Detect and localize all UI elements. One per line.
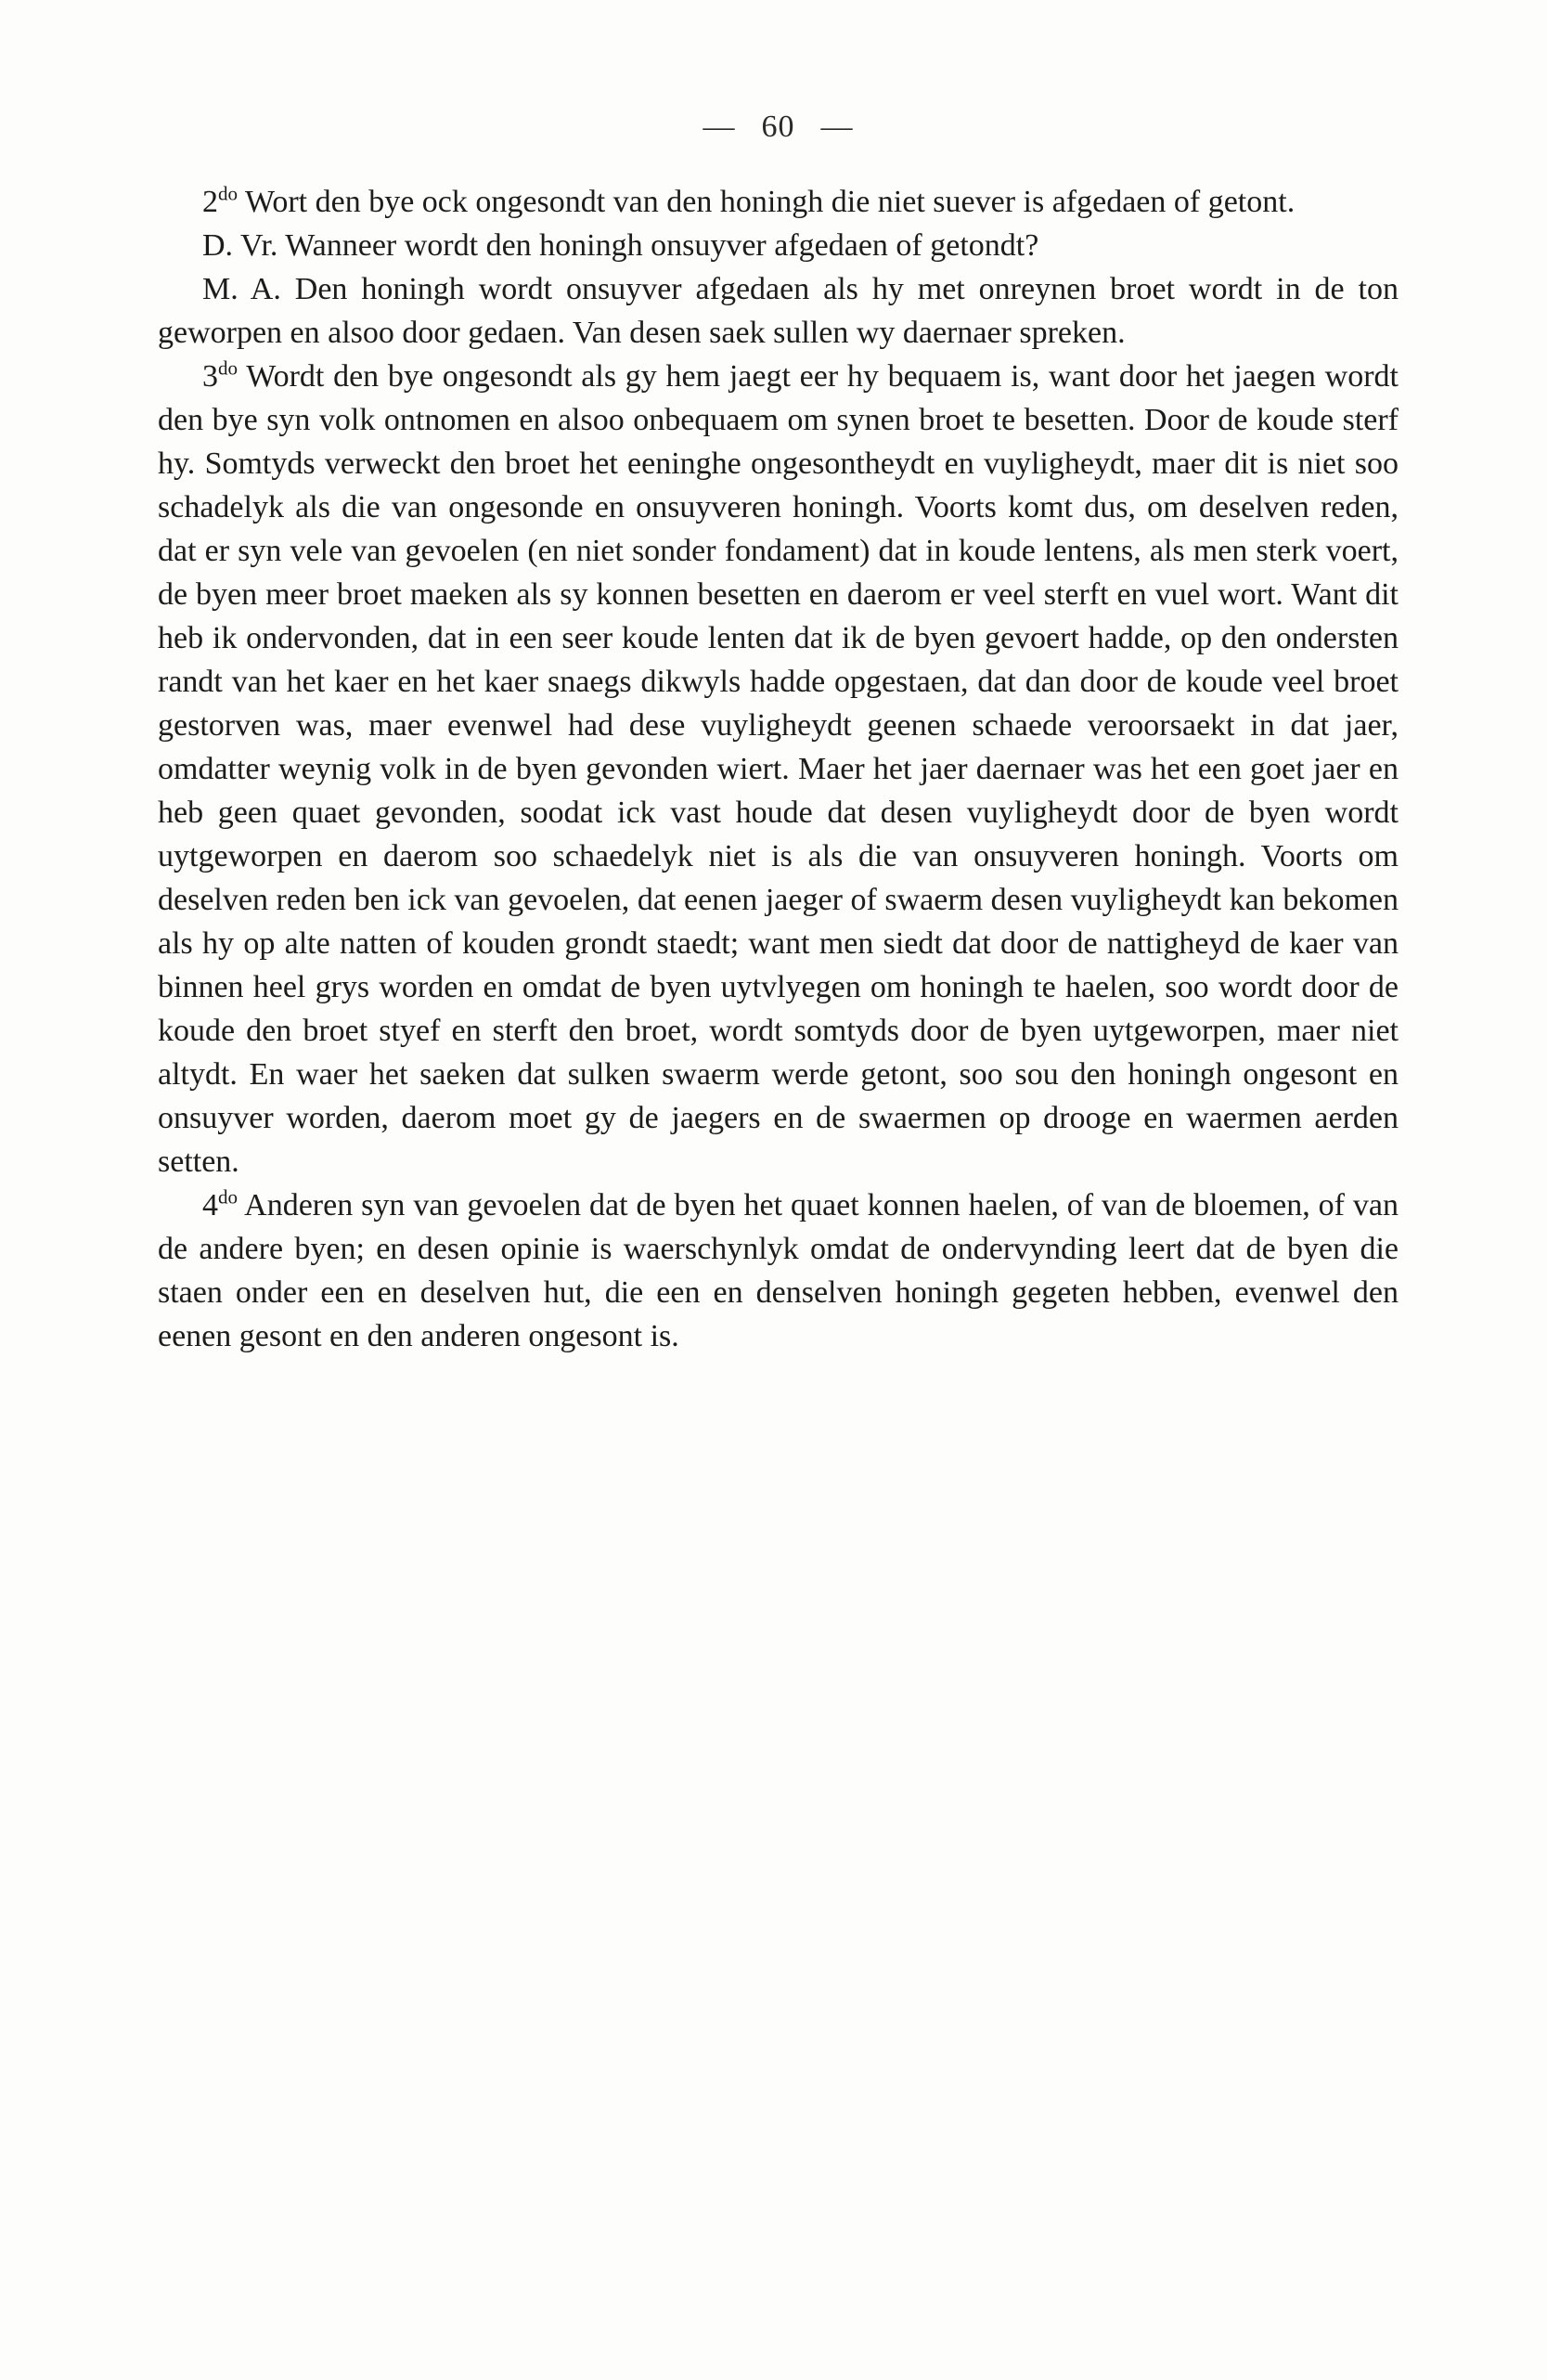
paragraph: $3^{do}$ Wordt den bye ongesondt als gy hem jaegt eer hy bequaem is, want door het jaegen wordt den bye syn volk ontnomen en alsoo onbequaem om synen broet te besetten. Door de koude sterf hy. Somtyds verweckt den broet het eeninghe ongesontheydt en vuyligheydt, maer dit is niet soo schadelyk als die van ongesonde en onsuyveren honingh. Voorts komt dus, om deselven reden, dat er syn vele van gevoelen (en niet sonder fondament) dat in koude lentens, als men sterk voert, de byen meer broet maeken als sy konnen besetten en daerom er veel sterft en vuel wort. Want dit heb ik ondervonden, dat in een seer koude lenten dat ik de byen gevoert hadde, op den ondersten randt van het kaer en het kaer snaegs dikwyls hadde opgestaen, dat dan door de koude veel broet gestorven was, maer evenwel had dese vuyligheydt geenen schaede veroorsaekt in dat jaer, omdatter weynig volk in de byen gevonden wiert. Maer het jaer daernaer was het een goet jaer en heb geen quaet gevonden, soodat ick vast houde dat desen vuyligheydt door de byen wordt uytgeworpen en daerom soo schaedelyk niet is als die van onsuyveren honingh. Voorts om deselven reden ben ick van gevoelen, dat eenen jaeger of swaerm desen vuyligheydt kan bekomen als hy op alte natten of kouden grondt staedt; want men siedt dat door de nattigheyd de kaer van binnen heel grys worden en omdat de byen uytvlyegen om honingh te haelen, soo wordt door de koude den broet styef en sterft den broet, wordt somtyds door de byen uytgeworpen, maer niet altydt. En waer het saeken dat sulken swaerm werde getont, soo sou den honingh ongesont en onsuyver worden, daerom moet gy de jaegers en de swaermen op drooge en waermen aerden setten. [158, 356, 1399, 1179]
page-number: 60 [761, 110, 795, 144]
paragraph-ordinal: $4^{do}$ [202, 1185, 238, 1222]
header-right-dash: — [820, 110, 854, 144]
paragraph: $2^{do}$ Wort den bye ock ongesondt van den honingh die niet suever is afgedaen of getont. [202, 182, 1296, 219]
paragraph-ordinal: $3^{do}$ [202, 356, 238, 394]
header-left-dash: — [703, 110, 736, 144]
page-text [158, 180, 1399, 1358]
paragraph: D. Vr. Wanneer wordt den honingh onsuyver afgedaen of getondt? [202, 228, 1039, 263]
paragraph-ordinal: $2^{do}$ [202, 182, 238, 219]
paragraph: $4^{do}$ Anderen syn van gevoelen dat de byen het quaet konnen haelen, of van de bloemen, of van de andere byen; en desen opinie is waerschynlyk omdat de ondervynding leert dat de byen die staen onder een en deselven hut, die een en denselven honingh gegeten hebben, evenwel den eenen gesont en den anderen ongesont is. [158, 1185, 1399, 1353]
page-number-header [158, 110, 1399, 145]
paragraph: M. A. Den honingh wordt onsuyver afgedaen als hy met onreynen broet wordt in de ton geworpen en alsoo door gedaen. Van desen saek sullen wy daernaer spreken. [158, 272, 1399, 350]
